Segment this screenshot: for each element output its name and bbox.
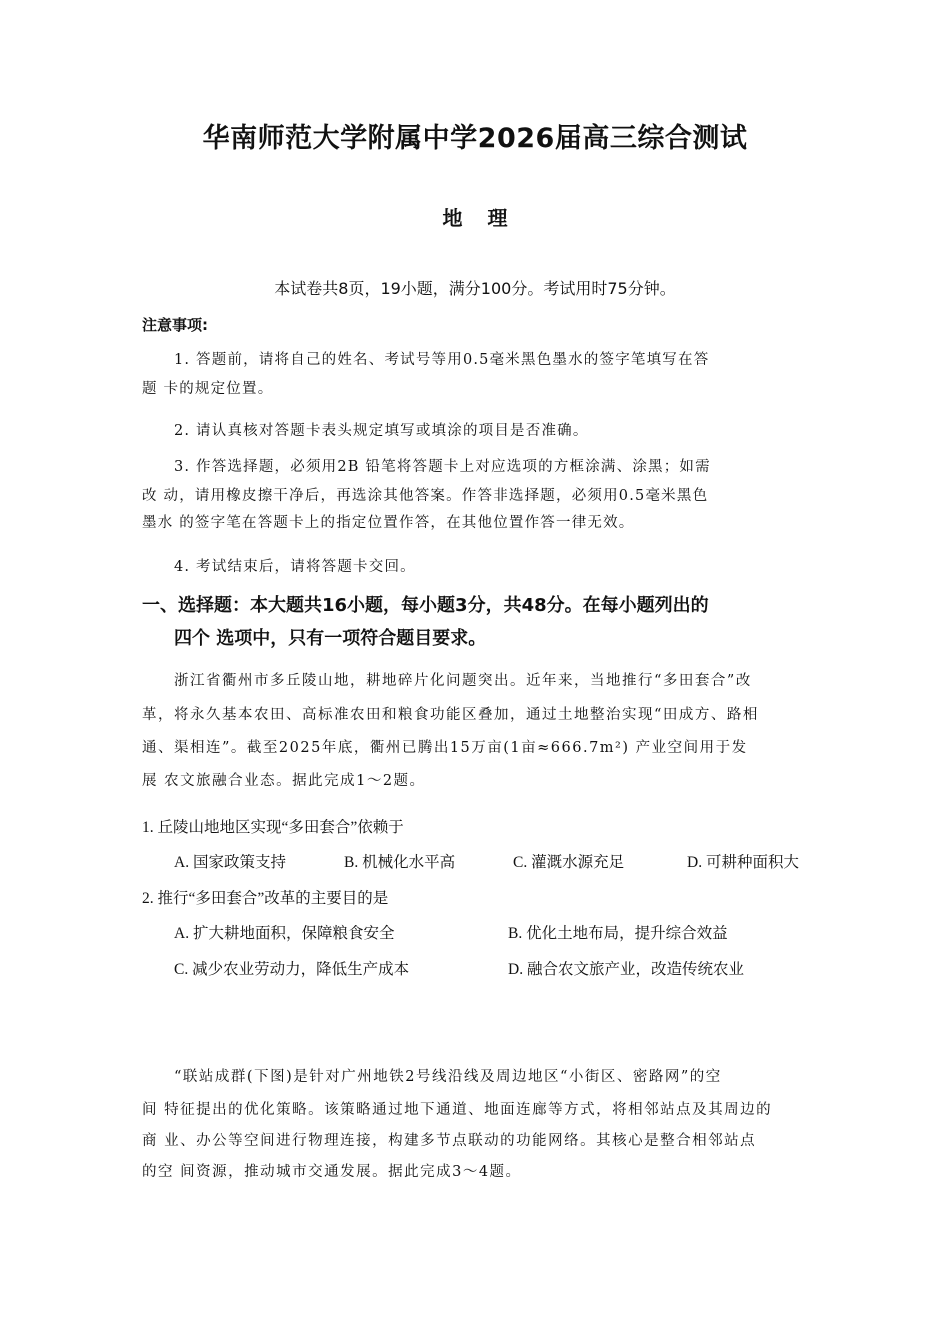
passage-1-line-1: 浙江省衢州市多丘陵山地，耕地碎片化问题突出。近年来，当地推行“多田套合”改 [174, 673, 752, 689]
notice-item-2: 2. 请认真核对答题卡表头规定填写或填涂的项目是否准确。 [174, 423, 589, 439]
exam-info: 本试卷共8页，19小题，满分100分。考试用时75分钟。 [274, 279, 676, 298]
notice-item-1-line-1: 1. 答题前，请将自己的姓名、考试号等用0.5毫米黑色墨水的签字笔填写在答 [174, 352, 710, 368]
question-2-option-c: C. 减少农业劳动力，降低生产成本 [174, 961, 410, 978]
question-2-option-a: A. 扩大耕地面积，保障粮食安全 [174, 925, 395, 942]
passage-2-line-1: “联站成群(下图)是针对广州地铁2号线沿线及周边地区“小街区、密路网”的空 [174, 1069, 722, 1085]
passage-2-line-3: 商 业、办公等空间进行物理连接，构建多节点联动的功能网络。其核心是整合相邻站点 [142, 1133, 757, 1149]
notice-item-4: 4. 考试结束后，请将答题卡交回。 [174, 559, 416, 575]
question-2-stem: 2. 推行“多田套合”改革的主要目的是 [142, 890, 389, 907]
section-heading-line-2: 四个 选项中，只有一项符合题目要求。 [174, 628, 487, 649]
subject-heading: 地 理 [442, 206, 508, 230]
question-1-option-b: B. 机械化水平高 [344, 854, 456, 871]
notice-item-3-line-3: 墨水 的签字笔在答题卡上的指定位置作答，在其他位置作答一律无效。 [142, 515, 635, 531]
passage-1-line-3: 通、渠相连”。截至2025年底，衢州已腾出15万亩(1亩≈666.7m²) 产业空间用于发 [142, 740, 748, 756]
exam-title: 华南师范大学附属中学2026届高三综合测试 [202, 123, 748, 154]
question-1-option-d: D. 可耕种面积大 [687, 854, 799, 871]
notice-heading: 注意事项: [142, 316, 208, 334]
passage-1-line-4: 展 农文旅融合业态。据此完成1～2题。 [142, 773, 426, 789]
notice-item-1-line-2: 题 卡的规定位置。 [142, 381, 274, 397]
question-1-option-c: C. 灌溉水源充足 [513, 854, 625, 871]
question-1-option-a: A. 国家政策支持 [174, 854, 286, 871]
question-2-option-d: D. 融合农文旅产业，改造传统农业 [508, 961, 744, 978]
notice-item-3-line-1: 3. 作答选择题，必须用2B 铅笔将答题卡上对应选项的方框涂满、涂黑；如需 [174, 459, 711, 475]
notice-item-3-line-2: 改 动，请用橡皮擦干净后，再选涂其他答案。作答非选择题，必须用0.5毫米黑色 [142, 488, 709, 504]
question-2-option-b: B. 优化土地布局，提升综合效益 [508, 925, 728, 942]
passage-2-line-2: 间 特征提出的优化策略。该策略通过地下通道、地面连廊等方式，将相邻站点及其周边的 [142, 1102, 773, 1118]
passage-2-line-4: 的空 间资源，推动城市交通发展。据此完成3～4题。 [142, 1164, 522, 1180]
passage-1-line-2: 革，将永久基本农田、高标准农田和粮食功能区叠加，通过土地整治实现“田成方、路相 [142, 707, 759, 723]
question-1-stem: 1. 丘陵山地地区实现“多田套合”依赖于 [142, 819, 404, 836]
section-heading-line-1: 一、选择题：本大题共16小题，每小题3分，共48分。在每小题列出的 [142, 595, 709, 616]
